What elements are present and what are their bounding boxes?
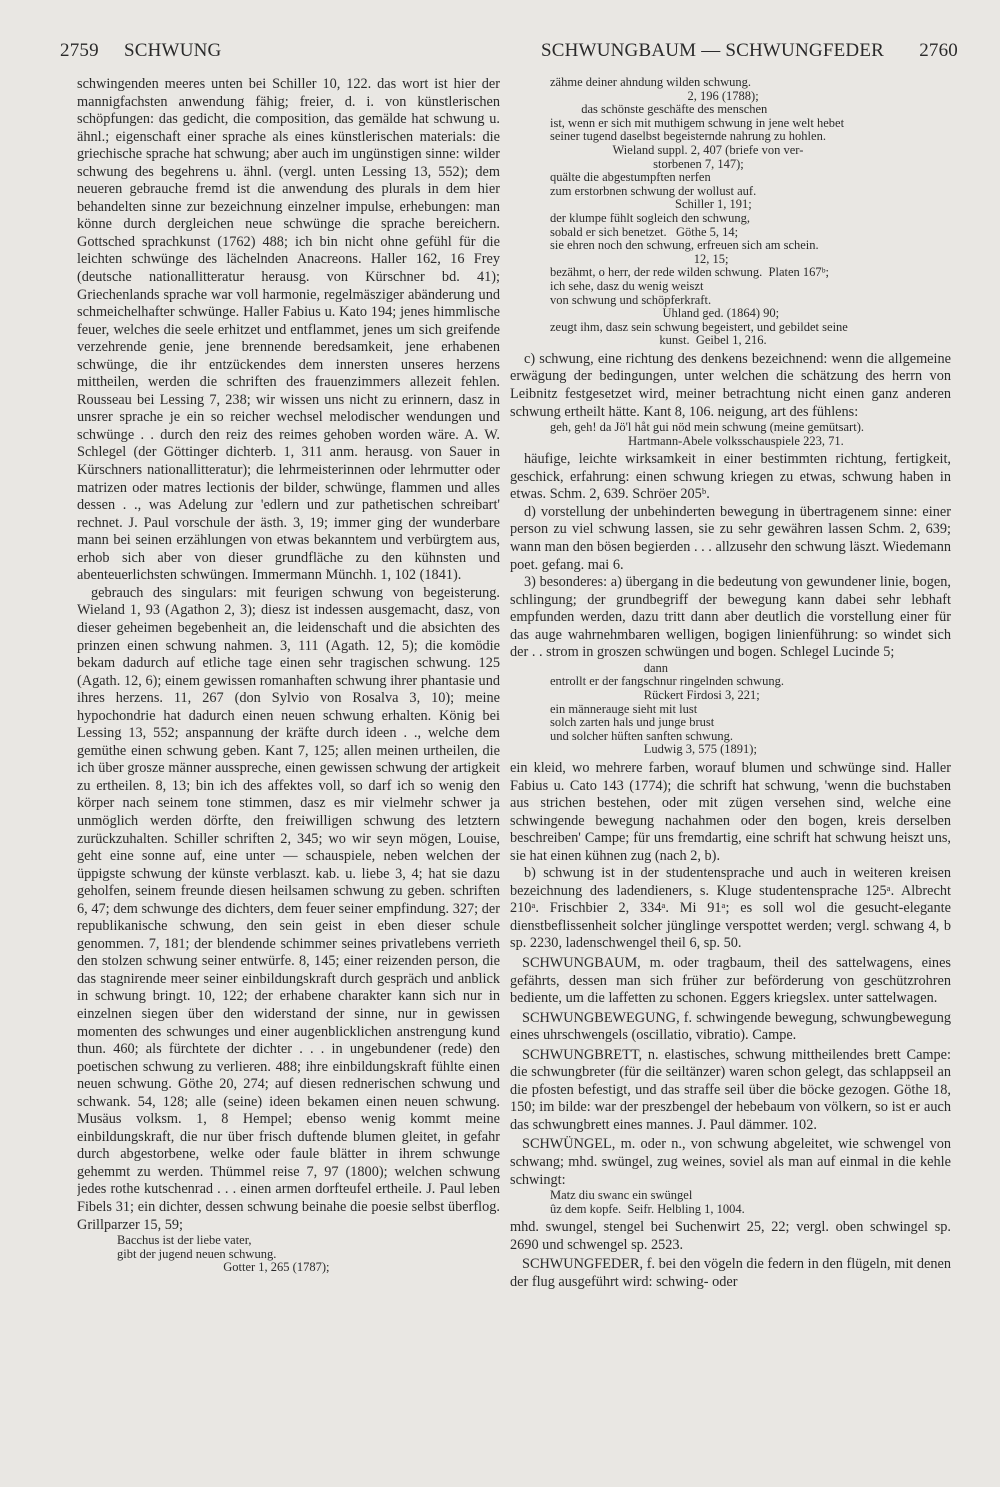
paragraph: b) schwung ist in der studentensprache und auch in weiteren kreisen bezeichnung des ladendieners, s. Kluge studentensprache 125ᵃ. Albrecht 210ᵃ. Frischbier 2, 334ᵃ. Mi 91ᵃ; es soll wol die gesucht-elegante dienstbeflissenheit solcher jünglinge verspottet werden; vergl. schwang 4, b sp. 2230, ladenschwengel theil 6, sp. 50. [510, 865, 951, 952]
verse-quote: zähme deiner ahndung wilden schwung. 2, 196 (1788); das schönste geschäfte des menschen ist, wenn er sich mit muthigem schwung in jene welt hebet seiner tugend daselbst begeisternde nahrung zu hohlen. Wieland suppl. 2, 407 (briefe von ver- storbenen 7, 147); quälte die abgestumpften nerfen zum erstorbnen schwung der wollust auf. Schiller 1, 191; der klumpe fühlt sogleich den schwung, sobald er sich benetzet. Göthe 5, 14; sie ehren noch den schwung, erfreuen sich am schein. 12, 15; bezähmt, o herr, der rede wilden schwung. Platen 167ᵇ; ich sehe, dasz du wenig weiszt von schwung und schöpferkraft. Uhland ged. (1864) 90; zeugt ihm, dasz sein schwung begeistert, und gebildet seine kunst. Geibel 1, 216. [550, 76, 848, 348]
paragraph: d) vorstellung der unbehinderten bewegung in übertragenem sinne: einer person zu viel schwung lassen, sie zu sehr gewähren lassen Schm. 2, 639; wann man den bösen begierden . . . allzusehr den schwung läszt. Wiedemann poet. gefang. mai 6. [510, 503, 951, 573]
paragraph: c) schwung, eine richtung des denkens bezeichnend: wenn die allgemeine erwägung der bedingungen, unter welchen die schätzung des herrn von Leibnitz festgesetzet wird, meiner betrachtung nicht einen ganz anderen schwung ertheilt hätte. Kant 8, 106. neigung, art des fühlens: [510, 350, 951, 420]
right-page-number: 2760 [919, 40, 958, 61]
verse-quote: geh, geh! da Jö'l håt gui nöd mein schwung (meine gemütsart). Hartmann-Abele volksschauspiele 223, 71. [550, 420, 864, 448]
paragraph: ein kleid, wo mehrere farben, worauf blumen und schwünge sind. Haller Fabius u. Cato 143 (1774); die schrift hat schwung, 'wenn die buchstaben aus strichen bestehen, oder mit zügen versehen sind, welche eine schwingende bewegung nachahmen oder den bogen, kreis derselben beschreiben' Campe; für uns fremdartig, eine schrift hat schwung heiszt uns, sie hat einen kühnen zug (nach 2, b). [510, 759, 951, 864]
paragraph: schwingenden meeres unten bei Schiller 10, 122. das wort ist hier der mannigfachsten anwendung fähig; freier, d. i. von künstlerischen schöpfungen: das gedicht, die composition, das gemälde hat schwung u. ähnl.; eigenschaft einer sprache als eines künstlerischen materials: die griechische sprache hat schwung; aber auch im ungünstigen sinne: wilder schwung des begehrens u. ähnl. (vergl. unten Lessing 13, 552); dem neueren gebrauche fremd ist die anwendung des plurals in dem hier behandelten sinne zur bezeichnung einzelner impulse, erhebungen: man könne durch dergleichen neue schwünge die sprache bereichern. Gottsched sprachkunst (1762) 488; ich bin nicht ohne gefühl für die leichten schwünge des lächelnden Anacreons. Haller 162, 16 Frey (deutsche nationallitteratur herausg. von Kürschner bd. 41); Griechenlands sprache war voll harmonie, regelmäsziger abänderung und schmeichelhafter schwünge. Haller Fabius u. Kato 194; jenes himmlische feuer, welches die seele erhitzet und entflammet, jenes um sich greifende verzehrende genie, jene brennende beredsamkeit, jene erhabenen schwünge, die ihr entzückendes dem innersten unseres herzens mittheilen, werden die schriften des frauenzimmers allezeit fehlen. Rousseau bei Lessing 7, 238; wir wissen uns nicht zu erinnern, dasz in unsrer sprache je ein so reicher wechsel melodischer wendungen und schwünge . . durch den reiz des reimes gehoben worden wäre. A. W. Schlegel (der Göttinger dichterb. 1, 311 anm. herausg. von Sauer in Kürschners nationallitteratur); die lehrmeisterinnen oder lehrmutter oder matrizen oder matres lectionis der bilder, schwünge, flammen und alles dessen . ., was Adelung zur 'edlern und zur pathetischen schreibart' rechnet. J. Paul vorschule der ästh. 3, 19; immer ging der wunderbare mann bei seinen erzählungen von etwas bekanntem und verbürgtem aus, erhob sich aber von dieser grundfläche zu den kühnsten und abenteuerlichsten schwüngen. Immermann Münchh. 1, 102 (1841). [77, 76, 500, 584]
entry-schwungfeder: SCHWUNGFEDER, f. bei den vögeln die federn in den flügeln, mit denen der flug ausgeführt wird: schwing- oder [510, 1256, 951, 1290]
verse-quote: Matz diu swanc ein swüngel ûz dem kopfe. Seifr. Helbling 1, 1004. [550, 1188, 745, 1216]
page-header [60, 40, 958, 70]
right-column [510, 76, 951, 1431]
right-running-head: SCHWUNGBAUM — SCHWUNGFEDER [541, 40, 884, 61]
paragraph: häufige, leichte wirksamkeit in einer bestimmten richtung, fertigkeit, geschick, erfahrung: einen schwung kriegen zu etwas, schwung haben in etwas. Schm. 2, 639. Schröer 205ᵇ. [510, 451, 951, 503]
left-page-number: 2759 [60, 40, 99, 61]
verse-quote: dann entrollt er der fangschnur ringelnden schwung. Rückert Firdosi 3, 221; ein männerauge sieht mit lust solch zarten hals und junge brust und solcher hüften sanften schwung. Ludwig 3, 575 (1891); [550, 660, 784, 757]
entry-schwuengel: SCHWÜNGEL, m. oder n., von schwung abgeleitet, wie schwengel von schwang; mhd. swüngel, zug weines, soviel als man auf einmal in die kehle schwingt: [510, 1136, 951, 1188]
entry-schwungbaum: SCHWUNGBAUM, m. oder tragbaum, theil des sattelwagens, eines gefährts, dessen man sich früher zur beförderung von geschützrohren bediente, um die laffetten zu schonen. Eggers kriegslex. unter sattelwagen. [510, 954, 951, 1007]
verse-quote: Bacchus ist der liebe vater, gibt der jugend neuen schwung. Gotter 1, 265 (1787); [117, 1233, 330, 1275]
entry-schwungbewegung: SCHWUNGBEWEGUNG, f. schwingende bewegung, schwungbewegung eines uhrschwengels (oscillatio, vibratio). Campe. [510, 1009, 951, 1044]
left-column [77, 76, 500, 1431]
paragraph: gebrauch des singulars: mit feurigen schwung von begeisterung. Wieland 1, 93 (Agathon 2, 3); diesz ist indessen ausgemacht, dasz, von dieser geheimen begebenheit an, die leidenschaft und die absichten des prinzen einen schwung nahmen. 3, 111 (Agath. 12, 5); die komödie bekam dadurch auf etliche tage einen sehr tragischen schwung. 125 (Agath. 12, 6); einem gewissen romanhaften schwung ihrer phantasie und ihres herzens. 11, 267 (don Sylvio von Rosalva 3, 10); meine hypochondrie hat dadurch einen neuen schwung erhalten. König bei Lessing 13, 552; anspannung der kräfte durch ideen . ., welche dem gemüthe einen schwung geben. Kant 7, 125; allen meinen urtheilen, die ich über grosze männer ausspreche, einen gewissen schwung der artigkeit zu ertheilen. 8, 13; bin ich des affektes voll, so darf ich so wenig den körper nach seinem tone stimmen, dasz es mir vielmehr schwer ja unmöglich werden dörfte, den freiwilligen schwung des letztern zurückzuhalten. Schiller schriften 2, 345; wo wir seyn mögen, Louise, geht eine sonne auf, eine unter — schauspiele, neben welchen der üppigste schwung der künste verblaszt. kab. u. liebe 3, 4; hat sie dazu geholfen, seinem freunde diesen heilsamen schwung zu geben. schriften 6, 47; dem schwunge des dichters, dem feuer seiner empfindung. 327; der republikanische schwung, den sein geist in eben dieser schule genommen. 7, 181; der blendende schimmer seines privatlebens verrieth den stolzen schwung seiner entwürfe. 8, 145; einer reizenden person, die das stagnirende meer seiner einbildungskraft durch gespräch und anblick in schwung bringt. 10, 122; der erhabene charakter kann sich nur in einzelnen siegen über den widerstand der sinne, nur in gewissen momenten des schwunges und einer augenblicklichen anstrengung kund thun. 460; als fürchtete der dichter . . . in ungebundener (rede) den poetischen schwung zu verlieren. 488; ihre einbildungskraft fühlte einen neuen schwung. Göthe 20, 274; auf diesen rednerischen schwung und schwank. 54, 128; alle (seine) ideen bekamen einen neuen schwung. Musäus volksm. 1, 8 Hempel; ebenso wenig kommt meine einbildungskraft, die nur über frisch duftende blumen gleitet, in gefahr durch abgestorbene, welke oder faule blätter in ihrem schwunge gehemmt zu werden. Thümmel reise 7, 97 (1800); welchen schwung jedes rothe kutschenrad . . . einen armen dorfteufel ertheile. J. Paul leben Fibels 31; ein dichter, dessen schwung beinahe die poesie selbst überflog. Grillparzer 15, 59; [77, 584, 500, 1233]
paragraph: 3) besonderes: a) übergang in die bedeutung von gewundener linie, bogen, schlingung; der grundbegriff der bewegung kann dabei sehr lebhaft empfunden werden, dazu tritt dann aber deutlich die vorstellung einer für das auge wahrnehmbaren welligen, bogigen linienführung: so windet sich der . . strom in groszen schwüngen und bogen. Schlegel Lucinde 5; [510, 574, 951, 661]
entry-schwungbrett: SCHWUNGBRETT, n. elastisches, schwung mittheilendes brett Campe: die schwungbreter (für die seiltänzer) waren schon gelegt, das schlappseil an die pfosten befestigt, und das straffe seil über die böcke gezogen. Göthe 18, 150; im bilde: war der preszbengel der hebebaum von völkern, so ist er auch das schwungbrett eines mannes. J. Paul dämmer. 102. [510, 1046, 951, 1133]
left-running-head: SCHWUNG [124, 40, 222, 61]
paragraph: mhd. swungel, stengel bei Suchenwirt 25, 22; vergl. oben schwingel sp. 2690 und schwengel sp. 2523. [510, 1219, 951, 1253]
